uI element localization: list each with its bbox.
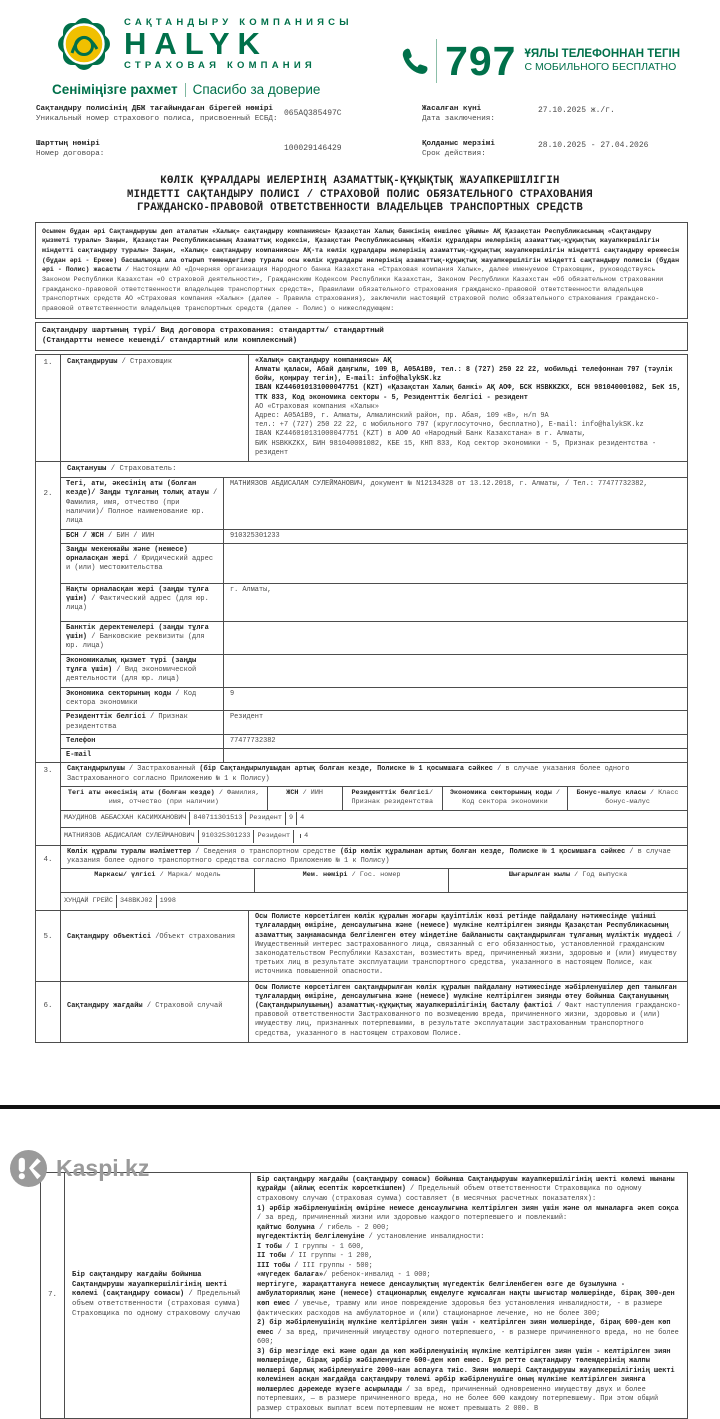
field-value: 910325301233 — [230, 531, 280, 540]
vehicle-make: ХУНДАЙ ГРЕЙС — [61, 895, 117, 908]
phone-number: 797 — [445, 37, 517, 84]
event-label: Сақтандыру жағдайы / Страховой случай — [61, 982, 249, 1042]
insurer-line-ru: Адрес: A05A1B9, г. Алматы, Алмалинский район, пр. Абая, 109 «В», н/п 9А — [255, 412, 549, 421]
intro-paragraph — [35, 222, 688, 319]
intro-kz: Осымен бұдан әрі Сақтандырушы деп аталатын «Халық» сақтандыру компаниясы» Қазақстан Халық банкінің еншілес ұйымы» АҚ Қазақстан Республикасының «Сақтандыру қызметі туралы» Заңын, Қазақстан Республикасының Азаматтық кодексін, Қазақстан Республикасының «Көлік құралдары иелерінің азаматтық-құқықтық жауапкершілігін міндетті сақтандыру туралы» Заңын, «Халық» сақтандыру компаниясы» АҚ-та көлік құралдары иелерінің азаматтық-құқықтық жауапкершілігін міндетті сақтандыру ережесін (бұдан әрі - Ереже) басшылыққа ала отырып төмендегілер туралы осы көлік құралдары иелерінің азаматтық-құқықтық жауапкершілігін міндетті сақтандыру полисін (бұдан әрі - Полис) жасасты — [42, 227, 680, 274]
field-value — [224, 544, 687, 583]
field-value: 77477732382 — [230, 736, 276, 745]
policyholder-field-row — [61, 749, 687, 762]
title-line3: ГРАЖДАНСКО-ПРАВОВОЙ ОТВЕТСТВЕННОСТИ ВЛАДЕЛЬЦЕВ ТРАНСПОРТНЫХ СРЕДСТВ — [136, 202, 584, 214]
object-text: Осы Полисте көрсетілген көлік құралын жоғары қауіптілік көзі ретінде пайдалану нәтижесінде үшінші тұлғалардың өміріне, денсаулығына және (немесе) мүлкіне келтірілген зиянды Қазақстан Республикасының азаматтық заңнамасында белгіленген өтеу міндетіне байланысты сақтандырылған тұлғаның мүліктік мүддесі / Имущественный интерес застрахованного лица, связанный с его обязанностью, установленной гражданским законодательством Республики Казахстан, возместить вред, причиненный жизни, здоровью и (или) имуществу третьих лиц в результате эксплуатации транспортного средства, указанного в настоящем Полисе, как источника повышенной опасности. — [255, 913, 681, 977]
insured-name: МАТНИЯЗОВ АБДИСАЛАМ СУЛЕЙМАНОВИЧ — [61, 830, 199, 843]
liability-limit-label: Бір сақтандыру жағдайы бойынша Сақтандырушы жауапкершілігінің шекті көлемі (сақтандыру сомасы) / Предельный объем ответственности (страховая сумма) Страховщика по одному страховому случаю — [65, 1173, 251, 1418]
policyholder-field-row — [61, 530, 687, 544]
object-label: Сақтандыру объектісі /Объект страхования — [61, 911, 249, 980]
contract-type-line2: (Стандартты немесе кешенді/ стандартный или комплексный) — [42, 337, 298, 346]
limit-item: мертігуге, жарақаттануға немесе денсаулықтың мүгедектік белгіленбеген өзге де бұзылуына - амбулаториялық және (немесе) стационарлық емделуге жұмсалған нақты шығыстар мөлшерінде, бірақ 300-ден көп емес / увечье, травму или иное повреждение здоровья без установления инвалидности, - в размере фактических расходов на амбулаторное и (или) стационарное лечение, но не более 300; — [257, 1280, 675, 1318]
field-label: Нақты орналасқан жері (заңды тұлға үшін) / Фактический адрес (для юр. лица) — [61, 584, 224, 621]
vehicle-header: Көлік құралы туралы мәліметтер / Сведения о транспортном средстве (бір көлік құралынан артық болған кезде, Полиске № 1 қосымшаға сәйкес / в случае указания более одного транспортного средства согласно Приложению № 1 к Полису) — [67, 847, 671, 866]
col-make: Маркасы/ үлгісі / Марка/ модель — [61, 869, 255, 892]
field-value: г. Алматы, — [230, 585, 272, 594]
insured-table — [61, 786, 687, 845]
logo-name: HALYK — [124, 26, 268, 61]
insurer-line-kz: IBAN KZ446010131000047751 (KZT) «Қазақстан Халық банкі» АҚ АОФ, БСК HSBKKZKX, БСН 981040001082, БеК 15, ТТК 833, Код экономика секторы - 5, Резиденттік белгісі - резидент — [255, 384, 681, 402]
insured-person-row — [61, 811, 687, 828]
limit-item: 3) бір мезгілде екі және одан да көп жәбірленушінің мүлкіне келтірілген зиян үшін - келтірілген зиян мөлшерінде, бірақ әрбір жәбірленушіге 600-ден көп емес. Бұл ретте сақтандыру төлемдерінің жалпы мөлшері барлық жәбірленушіге 2000-нан аспауға тиіс. Зиян мөлшері Сақтандырушы жауапкершілігінің шекті көлемінен асқан жағдайда сақтандыру төлемі әрбір жәбірленушіге оның мүлкіне келтірілген зиянға мөлшерлес дәрежеде жүзеге асырылады / за вред, причиненный одновременно имуществу двух и более потерпевших, — в размере причиненного вреда, но не более 600 каждому потерпевшему. При этом общий размер страховых выплат всем потерпевшим не может превышать 2 000. В — [257, 1347, 675, 1413]
vehicle-row — [61, 893, 687, 910]
row-insurer — [36, 355, 687, 461]
liability-limit-text — [251, 1173, 687, 1418]
row-number: 1. — [36, 355, 61, 461]
validity-label: Қолданыс мерзімі Срок действия: — [422, 140, 495, 158]
limit-item: II тобы / II группы - 1 200, — [257, 1252, 373, 1261]
logo-bottom-text: СТРАХОВАЯ КОМПАНИЯ — [124, 60, 316, 71]
insurer-line-kz: «Халық» сақтандыру компаниясы» АҚ — [255, 356, 392, 365]
field-value — [224, 655, 687, 687]
insured-residency: Резидент — [254, 830, 294, 843]
insured-bonus: 4 — [304, 831, 309, 840]
intro-ru: / Настоящим АО «Дочерняя организация Народного банка Казахстана «Страховая компания Халык», далее именуемое Страховщик, руководствуясь Законом Республики Казахстан «О страховой деятельности», Гражданским Кодексом Республики Казахстан, Законом Республики Казахстан «Об обязательном страховании гражданско-правовой ответственности владельцев транспортных средств», Правилами обязательного страхования гражданско-правовой ответственности владельцев транспортных средств АО «Страховая компания «Халык» (далее - Правила страхования), заключили настоящий страховой полис обязательного страхования гражданско-правовой ответственности владельцев транспортных средств (далее - Полис) о нижеследующем: — [42, 266, 664, 313]
contract-number-label: Шарттың нөмірі Номер договора: — [36, 140, 105, 158]
field-value — [224, 749, 687, 762]
event-text: Осы Полисте көрсетілген сақтандырылған көлік құралын пайдалану нәтижесінде жәбірленушілер деп танылған тұлғалардың өміріне, денсаулығына және (немесе) мүлкіне келтірілген зиянды өтеу бойынша Сақтанушының (Сақтандырылушының) азаматтық-құқықтық жауапкершілігінің басталу фактісі / Факт наступления гражданско-правовой ответственности Застрахованного по возмещению вреда, причиненного жизни, здоровью и (или) имуществу лиц, признанных потерпевшими, в результате эксплуатации застрахованным транспортного средства, указанного в настоящем страховом Полисе. — [255, 983, 681, 1038]
document-header — [0, 0, 720, 97]
phone-divider — [436, 39, 438, 83]
row-number: 7. — [41, 1173, 65, 1418]
tagline-divider — [185, 83, 186, 97]
field-label: Резиденттік белгісі / Признак резидентства — [61, 711, 224, 734]
insurer-details — [249, 355, 687, 461]
limit-item: 2) бір жәбірленушінің мүлкіне келтірілген зиян үшін - келтірілген зиян мөлшерінде, бірақ 600-ден көп емес / за вред, причиненный имуществу одного потерпевшего, - в размере причиненного вреда, но не более 600; — [257, 1319, 679, 1347]
col-year: Шығарылған жылы / Год выпуска — [508, 871, 628, 880]
policyholder-field-row — [61, 711, 687, 735]
limit-item: «мүгедек балаға»/ ребенок-инвалид - 1 000; — [257, 1271, 431, 1280]
insured-name: МАУДИНОВ АББАСХАН КАСИМХАНОВИЧ — [61, 812, 190, 825]
insured-table-header — [61, 787, 687, 811]
field-label: Банктік деректемелері (заңды тұлға үшін) / Банковские реквизиты (для юр. лица) — [61, 622, 224, 654]
contract-type-box — [35, 322, 688, 351]
policyholder-field-row — [61, 584, 687, 622]
field-value: 9 — [230, 689, 235, 698]
row-insurance-object — [36, 910, 687, 980]
halyk-emblem-icon — [52, 12, 116, 76]
col-bonus: Бонус-малус класы / Класс бонус-малус — [576, 788, 679, 806]
kaspi-logo-icon — [10, 1150, 47, 1187]
vehicle-year: 1998 — [159, 897, 176, 906]
logo-top-text: САҚТАНДЫРУ КОМПАНИЯСЫ — [124, 17, 353, 28]
field-label: Заңды мекенжайы және (немесе) орналасқан жері / Юридический адрес и (или) местожительства — [61, 544, 224, 583]
col-iin: ЖСН / ИИН — [268, 787, 343, 810]
page-title — [0, 175, 720, 216]
limit-item: III тобы / III группы - 500; — [257, 1261, 373, 1270]
insurer-line-ru: БИК HSBKKZKX, БИН 981040001082, КБЕ 15, КНП 833, Код сектор экономики - 5, Признак резидентства - резидент — [255, 439, 657, 457]
field-label: Экономикалық қызмет түрі (заңды тұлға үшін) / Вид экономической деятельности (для юр. лица) — [61, 655, 224, 687]
limit-item: Бір сақтандыру жағдайы (сақтандыру сомасы) бойынша Сақтандырушы жауапкершілігінің шекті көлемі мынаны құрайды (айлық есептік көрсеткішпен) / Предельный объем ответственности Страховщика по одному страховому случаю (страховая сумма) составляет (в месячных расчетных показателях): — [257, 1175, 675, 1203]
phone-banner — [400, 34, 680, 88]
insurer-line-ru: IBAN KZ446010131000047751 (KZT) в АОФ АО «Народный Банк Казахстана» в г. Алматы, — [255, 430, 586, 439]
col-fio: Тегі аты әкесінің аты (болған кезде) / Фамилия, имя, отчество (при наличии) — [61, 787, 268, 810]
field-label: БСН / ЖСН / БИН / ИИН — [61, 530, 224, 543]
liability-limit-table — [40, 1172, 688, 1419]
field-label: E-mail — [61, 749, 224, 762]
policyholder-header: Сақтанушы / Страхователь: — [61, 462, 687, 478]
contract-number-value: 100029146429 — [284, 144, 342, 153]
vehicle-table — [61, 868, 687, 910]
row-number: 2. — [36, 462, 61, 762]
field-label: Тегі, аты, әкесінің аты (болған кезде)/ Заңды тұлғаның толық атауы / Фамилия, имя, отчество (при наличии)/ Полное наименование юр. лица — [61, 478, 224, 528]
title-line2: МІНДЕТТІ САҚТАНДЫРУ ПОЛИСІ / СТРАХОВОЙ ПОЛИС ОБЯЗАТЕЛЬНОГО СТРАХОВАНИЯ — [126, 188, 593, 201]
policyholder-field-row — [61, 478, 687, 529]
insured-person-row — [61, 828, 687, 845]
row-insured-persons — [36, 762, 687, 844]
date-label: Жасалған күні Дата заключения: — [422, 105, 495, 123]
row-number: 4. — [36, 846, 61, 910]
policy-table — [35, 354, 688, 1043]
policy-number-value: 065AQ385497C — [284, 109, 342, 118]
tagline-ru: Спасибо за доверие — [192, 82, 321, 97]
limit-item: қайтыс болуына / гибель - 2 000; — [257, 1223, 390, 1232]
kaspi-watermark — [10, 1150, 149, 1187]
vehicle-table-header — [61, 869, 687, 893]
policy-meta — [0, 97, 720, 159]
row-number: 3. — [36, 763, 61, 844]
policy-number-label: Сақтандыру полисінің ДБЖ тағайындаған бірегей нөмірі Уникальный номер страхового полиса, присвоенный ЕСБД: — [36, 105, 278, 123]
insured-iin: 910325301233 — [199, 830, 255, 843]
insurer-line-ru: АО «Страховая компания «Халык» — [255, 402, 380, 411]
insured-sector: 9 — [286, 812, 297, 825]
limit-item: 1) әрбір жәбірленушінің өміріне немесе денсаулығына келтірілген зиян үшін және ол мыналарға әкеп соқса / за вред, причиненный жизни или здоровью каждого потерпевшего и повлекший: — [257, 1204, 679, 1223]
row-vehicle — [36, 845, 687, 910]
insurer-line-ru: тел.: +7 (727) 250 22 22, с мобильного 797 (круглосуточно, бесплатно), E-mail: info@halykSK.kz — [255, 421, 644, 430]
field-label: Экономика секторының коды / Код сектора экономики — [61, 688, 224, 711]
insurer-line-kz: Алматы қаласы, Абай даңғылы, 109 В, A05A1B9, тел.: 8 (727) 250 22 22, мобильді телефоннан 797 (тәулік бойы, қоңырау тегін), E-mail: info@halykSK.kz — [255, 366, 673, 384]
policyholder-field-row — [61, 735, 687, 749]
logo-tagline — [52, 82, 353, 97]
insured-sector — [294, 834, 301, 838]
phone-line2: С МОБИЛЬНОГО БЕСПЛАТНО — [524, 61, 677, 73]
policyholder-field-row — [61, 655, 687, 688]
insured-iin: 840711301513 — [190, 812, 246, 825]
date-value: 27.10.2025 ж./г. — [538, 106, 615, 115]
kaspi-watermark-text: Kaspi.kz — [56, 1155, 150, 1181]
field-value: Резидент — [230, 713, 264, 722]
col-plate: Мем. нөмірі / Гос. номер — [255, 869, 449, 892]
insured-bonus: 4 — [300, 814, 305, 823]
insured-residency: Резидент — [246, 812, 286, 825]
row-insured-event — [36, 981, 687, 1042]
limit-item: мүгедектіктің белгіленуіне / установление инвалидности: — [257, 1233, 485, 1242]
policyholder-field-row — [61, 622, 687, 655]
col-sector: Экономика секторының коды / Код сектора экономики — [443, 787, 568, 810]
page-separator — [0, 1105, 720, 1109]
title-line1: КӨЛІК ҚҰРАЛДАРЫ ИЕЛЕРІНІҢ АЗАМАТТЫҚ-ҚҰҚЫҚТЫҚ ЖАУАПКЕРШІЛІГІН — [160, 175, 560, 187]
row-number: 6. — [36, 982, 61, 1042]
halyk-logo — [52, 12, 353, 97]
vehicle-plate: 348BKJ02 — [117, 895, 157, 908]
insured-header: Сақтандырылушы / Застрахованный (бір Сақтандырылушыдан артық болған кезде, Полиске № 1 қосымшаға сәйкес / в случае указания более одного Застрахованного согласно Приложению № 1 к Полису) — [67, 765, 630, 783]
field-value — [224, 622, 687, 654]
row-number: 5. — [36, 911, 61, 980]
field-value: МАТНИЯЗОВ АБДИСАЛАМ СУЛЕЙМАНОВИЧ, документ № N12134328 от 13.12.2018, г. Алматы, / Тел.: 77477732382, — [230, 480, 648, 489]
phone-line1: ҰЯЛЫ ТЕЛЕФОННАН ТЕГІН — [524, 48, 680, 60]
validity-value: 28.10.2025 - 27.04.2026 — [538, 141, 649, 150]
col-residency: Резиденттік белгісі/ Признак резидентства — [343, 787, 443, 810]
field-label: Телефон — [61, 735, 224, 748]
policyholder-field-row — [61, 688, 687, 712]
tagline-kz: Сеніміңізге рахмет — [52, 82, 178, 97]
phone-icon — [400, 47, 428, 75]
contract-type-line1: Сақтандыру шартының түрі/ Вид договора страхования: стандартты/ стандартный — [42, 326, 384, 335]
row-policyholder — [36, 461, 687, 762]
limit-item: I тобы / I группы - 1 600, — [257, 1242, 365, 1251]
policyholder-field-row — [61, 544, 687, 584]
insurer-label: Сақтандырушы / Страховщик — [61, 355, 249, 461]
